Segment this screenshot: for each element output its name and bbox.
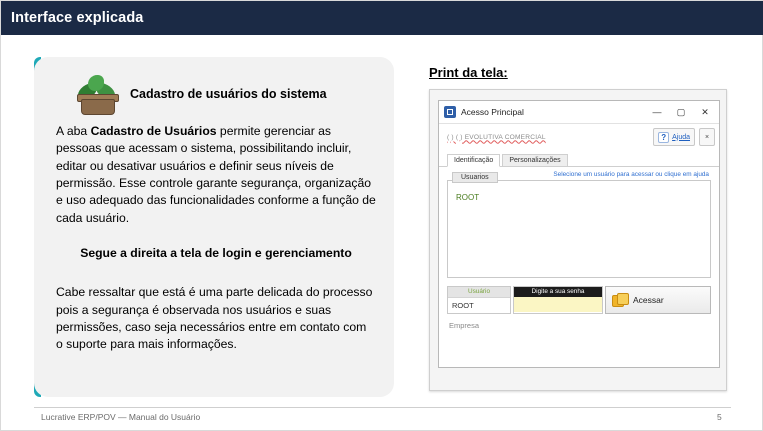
app-logo-icon bbox=[444, 106, 456, 118]
help-button-label: Ajuda bbox=[672, 133, 690, 141]
app-titlebar bbox=[439, 101, 719, 124]
close-icon[interactable]: ✕ bbox=[701, 106, 709, 117]
breadcrumb: ( ) ( ) EVOLUTIVA COMERCIAL bbox=[447, 133, 546, 141]
app-subbar bbox=[439, 124, 719, 150]
minimize-icon[interactable]: — bbox=[652, 107, 662, 117]
users-list bbox=[448, 181, 710, 202]
password-input[interactable] bbox=[514, 297, 602, 312]
footer-page-number: 5 bbox=[717, 412, 722, 422]
page-title: Interface explicada bbox=[11, 10, 144, 26]
paragraph-one bbox=[56, 123, 376, 227]
hint-text: Selecione um usuário para acessar ou clique em ajuda bbox=[553, 171, 709, 178]
print-screen-label: Print da tela: bbox=[429, 65, 508, 80]
footer-divider bbox=[34, 407, 731, 408]
close-panel-button[interactable]: × bbox=[699, 128, 715, 146]
user-column bbox=[447, 286, 511, 314]
maximize-icon[interactable]: ▢ bbox=[676, 106, 686, 117]
paragraph-three: Cabe ressaltar que está é uma parte delicada do processo pois a segurança é observada nos usuários e suas permissões, caso seja necessários entre em contato com o suporte para mais informações. bbox=[56, 285, 373, 352]
users-panel-header: Usuarios bbox=[452, 172, 498, 183]
key-icon bbox=[612, 293, 628, 307]
empresa-label: Empresa bbox=[449, 321, 480, 330]
password-column bbox=[513, 286, 603, 314]
password-label: Digite a sua senha bbox=[514, 287, 602, 297]
paragraph-one-post: permite gerenciar as pessoas que acessam o sistema, possibilitando incluir, editar ou desativar usuários e definir seus níveis de permissão. Esse controle garante segurança, organização e uso adequado das funcionalidades conforme a função de cada usuário. bbox=[56, 124, 376, 225]
user-column-value: ROOT bbox=[452, 301, 474, 310]
app-window-title: Acesso Principal bbox=[461, 107, 524, 117]
window-controls bbox=[645, 102, 717, 122]
app-window bbox=[438, 100, 720, 368]
question-mark-icon: ? bbox=[658, 132, 669, 143]
card-body bbox=[56, 123, 376, 368]
access-button-label: Acessar bbox=[633, 295, 664, 305]
paragraph-one-bold: Cadastro de Usuários bbox=[90, 124, 217, 138]
potted-plant-icon bbox=[74, 73, 120, 115]
login-row bbox=[447, 286, 711, 314]
header-bar bbox=[1, 1, 763, 35]
user-column-header: Usuário bbox=[448, 287, 510, 298]
tab-personalizacoes[interactable]: Personalizações bbox=[502, 154, 567, 166]
card-heading: Cadastro de usuários do sistema bbox=[130, 87, 327, 101]
tabs-row bbox=[439, 150, 719, 167]
paragraph-two: Segue a direita a tela de login e gerenciamento bbox=[80, 245, 352, 260]
tab-identificacao[interactable]: Identificação bbox=[447, 154, 500, 167]
left-card bbox=[34, 57, 394, 397]
footer-text: Lucrative ERP/POV — Manual do Usuário bbox=[41, 412, 201, 422]
card-heading-row bbox=[74, 73, 327, 115]
list-item[interactable]: ROOT bbox=[456, 193, 480, 202]
screenshot-frame bbox=[429, 89, 727, 391]
access-button[interactable] bbox=[605, 286, 711, 314]
help-button[interactable] bbox=[653, 128, 695, 146]
paragraph-one-pre: A aba bbox=[56, 124, 91, 138]
